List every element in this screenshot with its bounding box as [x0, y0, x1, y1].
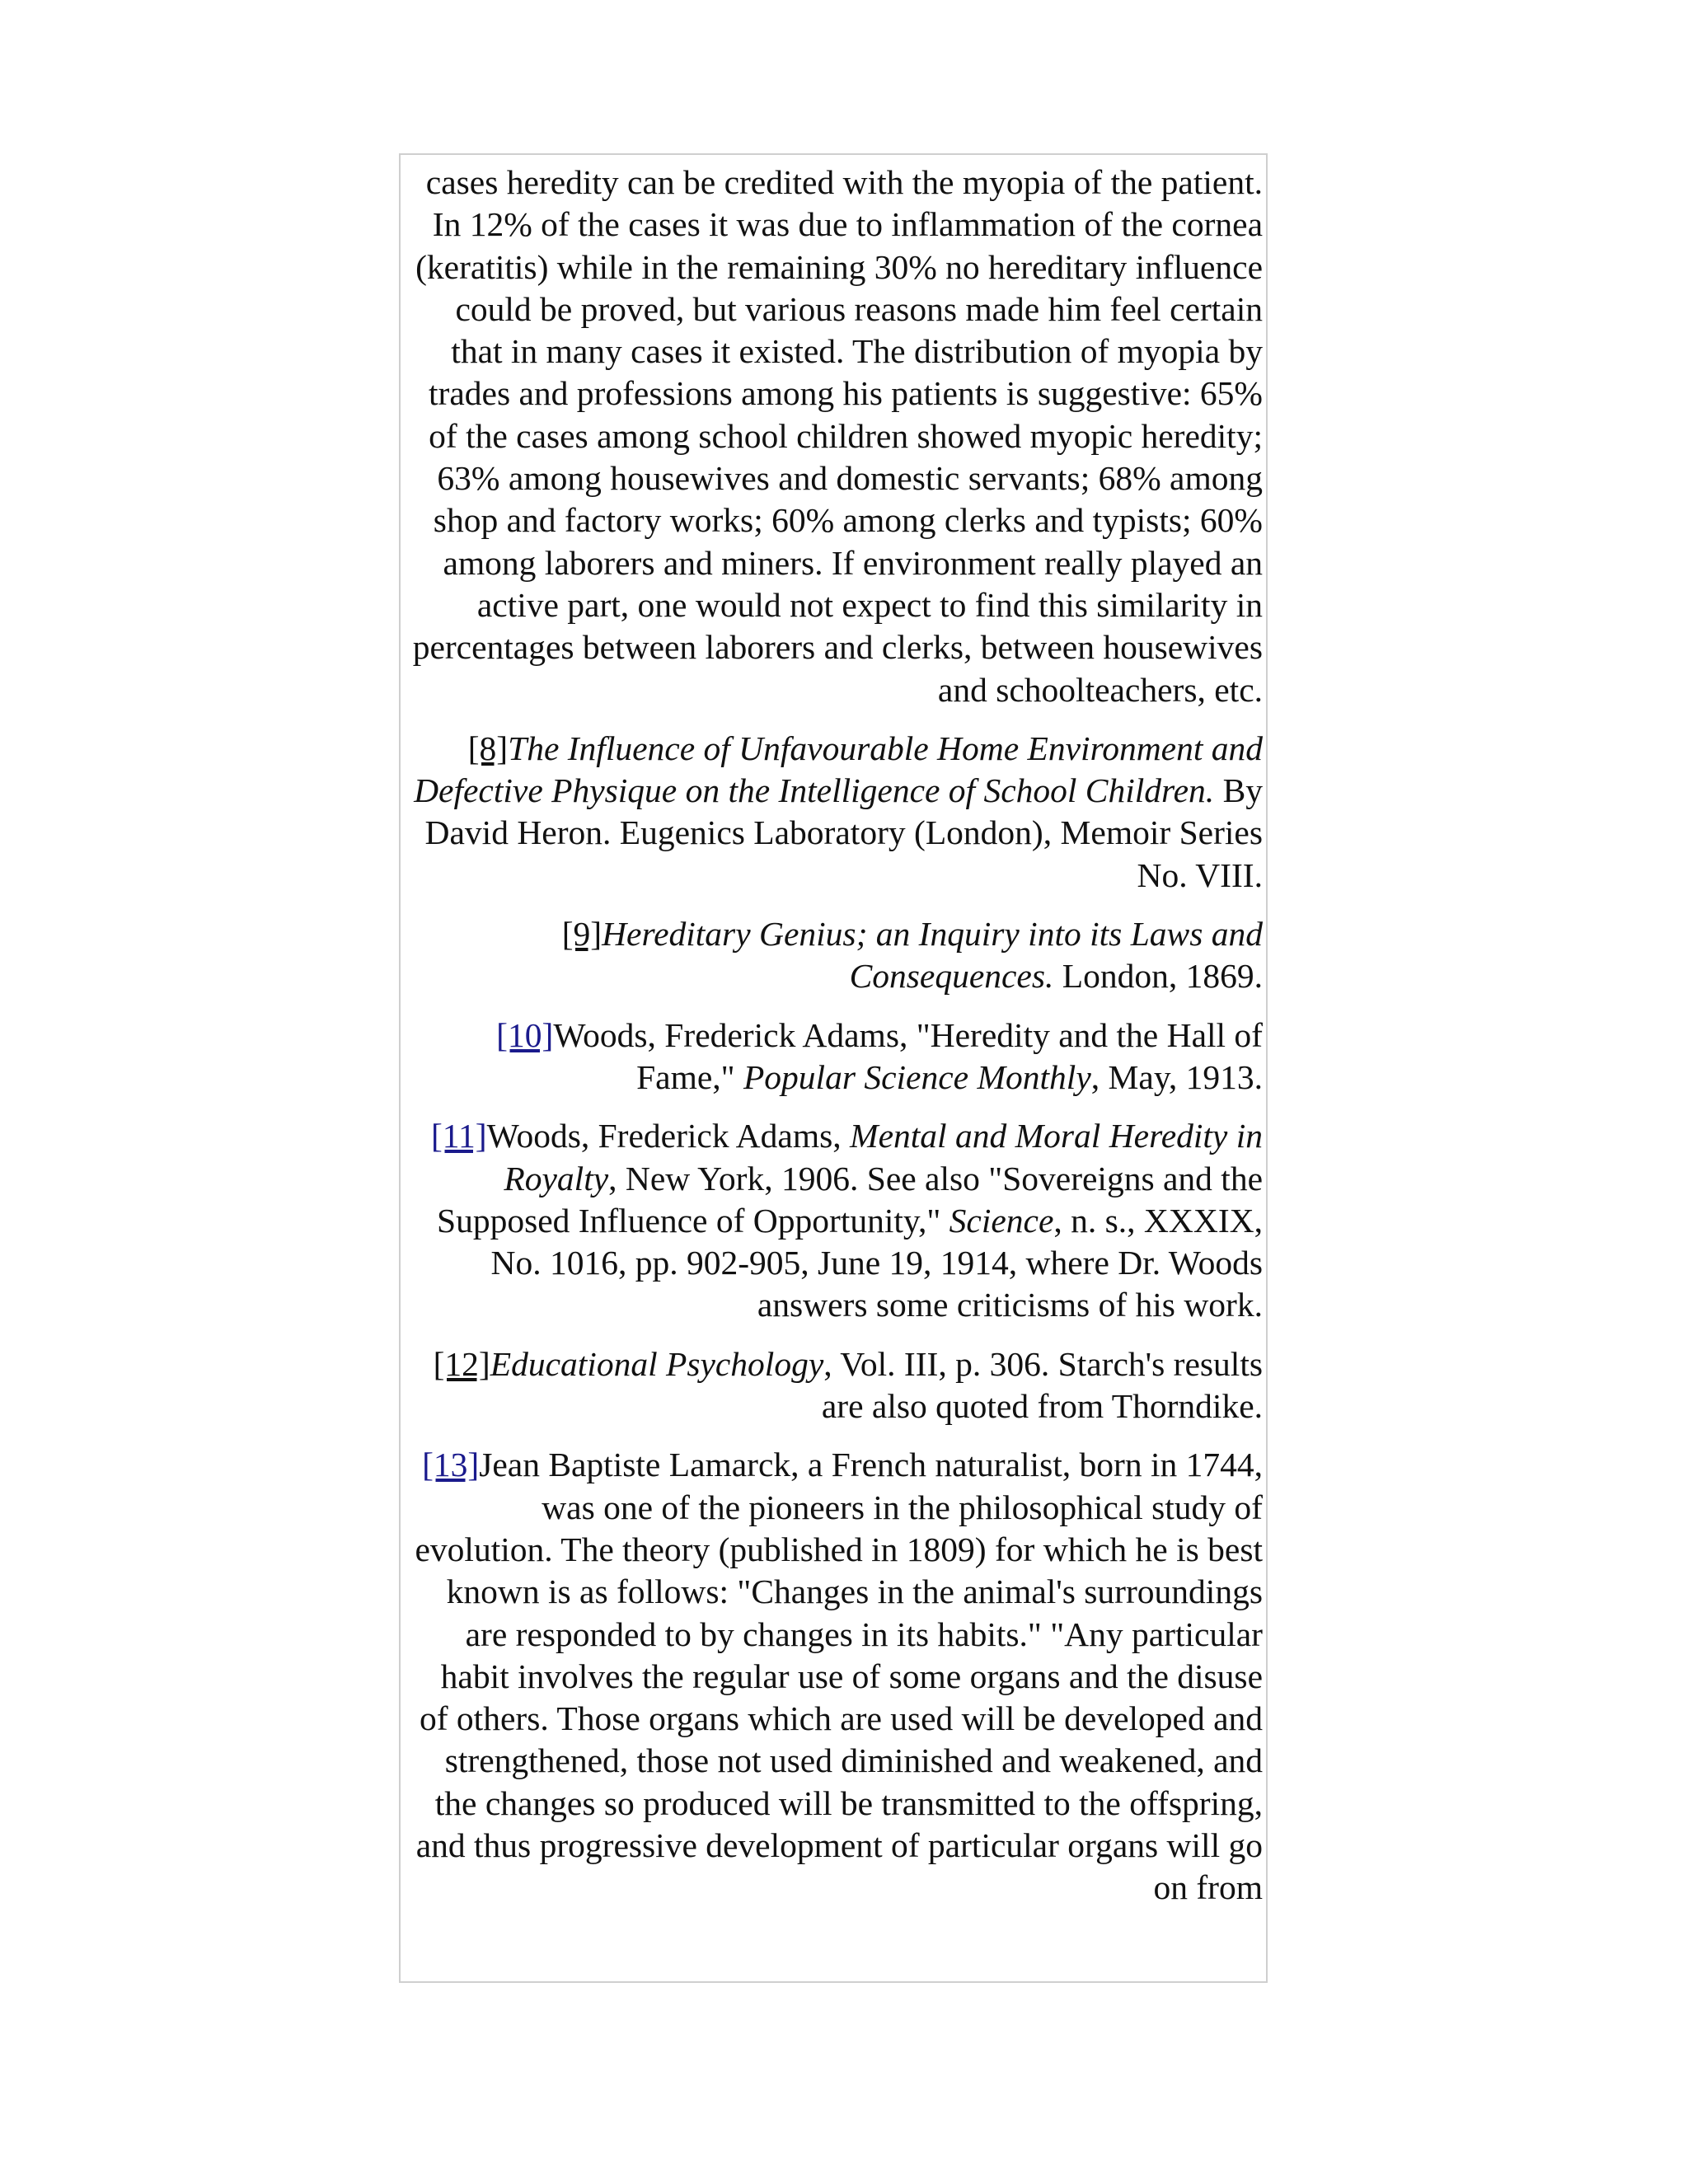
footnote-8 [404, 728, 1263, 897]
text-run: By David Heron. Eugenics Laboratory (London), Memoir Series No. VIII. [424, 771, 1263, 894]
footnote-ref-link[interactable]: [8] [467, 729, 509, 767]
text-run: London, 1869. [1053, 957, 1263, 996]
italic-title: Science [949, 1201, 1054, 1240]
footnote-13 [404, 1444, 1263, 1909]
footnote-12 [404, 1343, 1263, 1428]
page-frame [399, 153, 1268, 1983]
footnote-ref-link[interactable]: [12] [433, 1344, 490, 1383]
text-run: cases heredity can be credited with the myopia of the patient. In 12% of the cases it was due to inflammation of the cornea (keratitis) while in the remaining 30% no hereditary influence could be proved, but various reasons made him feel certain that in many cases it existed. The distribution of myopia by trades and professions among his patients is suggestive: 65% of the cases among school children showed myopic heredity; 63% among housewives and domestic servants; 68% among shop and factory works; 60% among clerks and typists; 60% among laborers and miners. If environment really played an active part, one would not expect to find this similarity in percentages between laborers and clerks, between housewives and schoolteachers, etc. [412, 163, 1263, 709]
footnote-ref-link[interactable]: [13] [422, 1446, 480, 1484]
italic-title: The Influence of Unfavourable Home Environment and Defective Physique on the Intelligence of School Children. [414, 729, 1263, 810]
footnote-ref-link[interactable]: [11] [430, 1117, 487, 1155]
text-run: , Vol. III, p. 306. Starch's results are also quoted from Thorndike. [821, 1344, 1263, 1426]
italic-title: Popular Science Monthly [743, 1057, 1091, 1096]
footnote-10 [404, 1015, 1263, 1099]
text-run: , n. s., XXXIX, No. 1016, pp. 902-905, June 19, 1914, where Dr. Woods answers some criticisms of his work. [490, 1201, 1263, 1324]
italic-title: Mental and Moral Heredity in Royalty [504, 1117, 1263, 1197]
italic-title: Educational Psychology [490, 1344, 824, 1383]
footnote-9 [404, 913, 1263, 998]
footnote-ref-link[interactable]: [10] [496, 1015, 554, 1054]
footnote-ref-link[interactable]: [9] [561, 915, 603, 954]
body-paragraph [404, 162, 1263, 711]
text-run: , May, 1913. [1090, 1057, 1263, 1096]
text-run: , New York, 1906. See also "Sovereigns and the Supposed Influence of Opportunity," [437, 1159, 1263, 1240]
italic-title: Hereditary Genius; an Inquiry into its Laws and Consequences. [602, 915, 1263, 996]
text-run: Jean Baptiste Lamarck, a French naturalist, born in 1744, was one of the pioneers in the philosophical study of evolution. The theory (published in 1809) for which he is best known is as follows: "Changes in the animal's surroundings are responded to by changes in its habits." "Any particular habit involves the regular use of some organs and the disuse of others. Those organs which are used will be developed and strengthened, those not used diminished and weakened, and the changes so produced will be transmitted to the offspring, and thus progressive development of particular organs will go on from [415, 1446, 1263, 1907]
text-run: Woods, Frederick Adams, [486, 1117, 851, 1155]
footnote-11 [404, 1115, 1263, 1326]
text-run: Woods, Frederick Adams, "Heredity and the Hall of Fame," [553, 1015, 1263, 1096]
